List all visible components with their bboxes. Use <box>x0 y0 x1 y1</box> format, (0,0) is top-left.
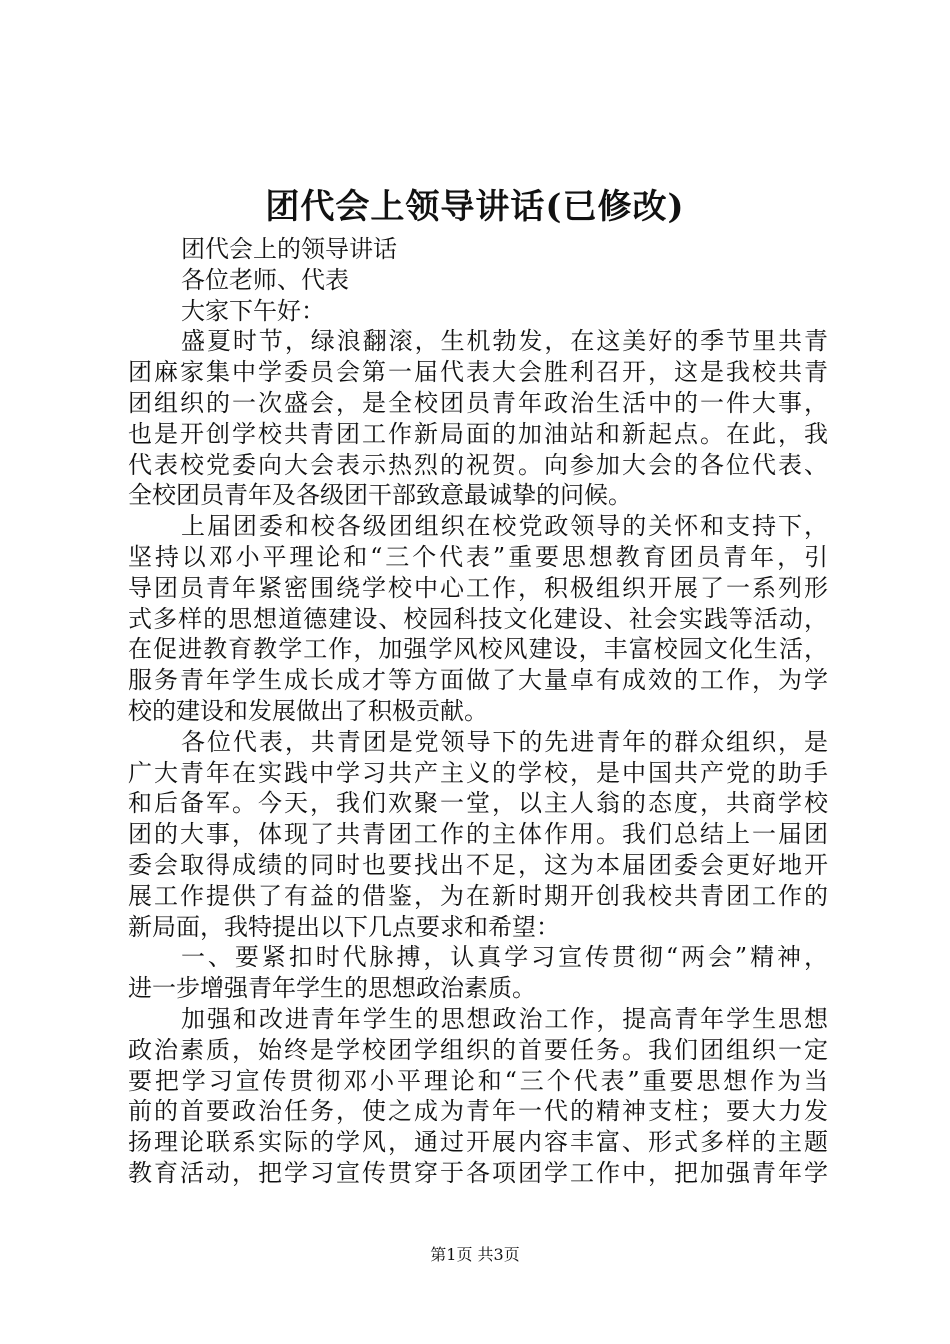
body-line: 新局面，我特提出以下几点要求和希望： <box>128 912 560 941</box>
body-line: 代表校党委向大会表示热烈的祝贺。向参加大会的各位代表、 <box>128 450 828 479</box>
body-line: 政治素质，始终是学校团学组织的首要任务。我们团组织一定 <box>128 1035 828 1064</box>
body-line: 要把学习宣传贯彻邓小平理论和“三个代表”重要思想作为当 <box>128 1066 828 1095</box>
body-line: 导团员青年紧密围绕学校中心工作，积极组织开展了一系列形 <box>128 573 828 602</box>
body-line: 进一步增强青年学生的思想政治素质。 <box>128 974 536 1003</box>
body-line: 坚持以邓小平理论和“三个代表”重要思想教育团员青年，引 <box>128 542 828 571</box>
body-line: 各位老师、代表 <box>181 265 349 294</box>
body-line: 在促进教育教学工作，加强学风校风建设，丰富校园文化生活， <box>128 635 828 664</box>
body-line: 全校团员青年及各级团干部致意最诚挚的问候。 <box>128 481 632 510</box>
body-line: 广大青年在实践中学习共产主义的学校，是中国共产党的助手 <box>128 758 828 787</box>
body-line: 上届团委和校各级团组织在校党政领导的关怀和支持下， <box>181 512 828 541</box>
body-line: 式多样的思想道德建设、校园科技文化建设、社会实践等活动， <box>128 604 828 633</box>
body-line: 前的首要政治任务，使之成为青年一代的精神支柱；要大力发 <box>128 1097 828 1126</box>
page-footer: 第1页 共3页 <box>430 1245 520 1264</box>
body-line: 扬理论联系实际的学风，通过开展内容丰富、形式多样的主题 <box>128 1128 828 1157</box>
body-line: 团代会上的领导讲话 <box>181 235 397 263</box>
body-line: 大家下午好： <box>181 296 325 325</box>
body-line: 盛夏时节，绿浪翻滚，生机勃发，在这美好的季节里共青 <box>181 327 828 356</box>
document-body <box>128 234 828 1189</box>
body-line: 委会取得成绩的同时也要找出不足，这为本届团委会更好地开 <box>128 850 828 879</box>
body-line: 团组织的一次盛会，是全校团员青年政治生活中的一件大事， <box>128 388 828 417</box>
body-line: 和后备军。今天，我们欢聚一堂，以主人翁的态度，共商学校 <box>128 789 828 818</box>
body-line: 展工作提供了有益的借鉴，为在新时期开创我校共青团工作的 <box>128 881 828 910</box>
body-line: 加强和改进青年学生的思想政治工作，提高青年学生思想 <box>181 1004 828 1033</box>
body-line: 教育活动，把学习宣传贯穿于各项团学工作中，把加强青年学 <box>128 1158 828 1187</box>
body-line: 一、要紧扣时代脉搏，认真学习宣传贯彻“两会”精神， <box>181 943 828 972</box>
body-line: 团的大事，体现了共青团工作的主体作用。我们总结上一届团 <box>128 820 828 849</box>
body-line: 校的建设和发展做出了积极贡献。 <box>128 696 488 725</box>
body-line: 也是开创学校共青团工作新局面的加油站和新起点。在此，我 <box>128 419 828 448</box>
body-line: 各位代表，共青团是党领导下的先进青年的群众组织，是 <box>181 727 828 756</box>
document-title: 团代会上领导讲话(已修改) <box>265 187 685 227</box>
body-line: 服务青年学生成长成才等方面做了大量卓有成效的工作，为学 <box>128 666 828 695</box>
body-line: 团麻家集中学委员会第一届代表大会胜利召开，这是我校共青 <box>128 358 828 387</box>
